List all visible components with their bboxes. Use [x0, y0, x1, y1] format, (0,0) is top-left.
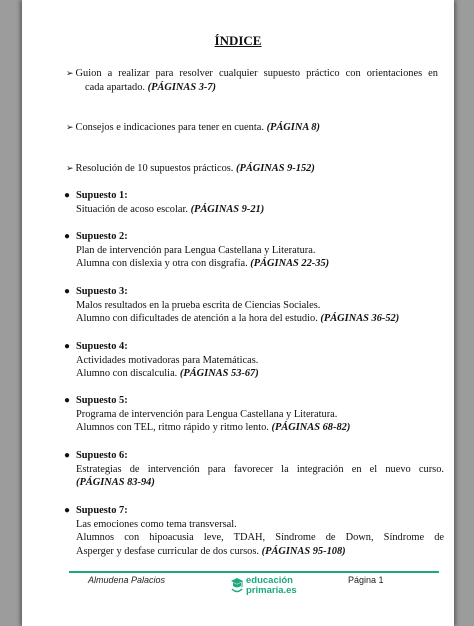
page-number: Página 1 [348, 575, 384, 585]
dot-bullet-icon: ● [64, 395, 71, 406]
index-item-guion [66, 67, 438, 81]
arrow-bullet-icon: ➢ [66, 122, 74, 132]
footer-divider [69, 571, 439, 573]
index-item-consejos [66, 121, 438, 135]
document-page [22, 0, 454, 626]
index-item-text-cont: cada apartado. [85, 82, 145, 93]
page-reference: (PÁGINAS 83-94) [76, 477, 155, 488]
arrow-bullet-icon: ➢ [66, 163, 74, 173]
educacion-primaria-logo [230, 574, 300, 598]
supuesto-line: Alumno con dificultades de atención a la hora del estudio. [76, 313, 318, 324]
page-reference: (PÁGINAS 9-21) [190, 203, 265, 215]
supuesto-line: Alumno con discalculia. [76, 368, 178, 379]
index-item-guion-cont [66, 81, 438, 95]
page-reference: (PÁGINAS 3-7) [147, 82, 217, 93]
supuesto-line: Situación de acoso escolar. [76, 203, 188, 215]
supuesto-1 [64, 189, 444, 216]
page-reference: (PÁGINAS 53-67) [179, 368, 259, 379]
supuesto-line: Alumna con dislexia y otra con disgrafía. [76, 258, 248, 269]
supuesto-heading: Supuesto 5: [76, 395, 128, 406]
page-reference: (PÁGINAS 9-152) [236, 163, 315, 174]
supuesto-line: Alumnos con TEL, ritmo rápido y ritmo lento. [76, 422, 269, 433]
supuesto-line: Programa de intervención para Lengua Castellana y Literatura. [76, 408, 338, 420]
supuesto-4 [64, 340, 444, 381]
arrow-bullet-icon: ➢ [66, 68, 74, 78]
supuesto-heading: Supuesto 6: [76, 450, 128, 461]
supuesto-3 [64, 285, 444, 326]
index-item-resolucion [66, 162, 438, 176]
supuesto-heading: Supuesto 1: [76, 190, 128, 201]
dot-bullet-icon: ● [64, 341, 71, 352]
supuesto-line: Las emociones como tema transversal. [76, 518, 237, 530]
supuesto-line: Malos resultados en la prueba escrita de Ciencias Sociales. [76, 299, 321, 311]
supuesto-2 [64, 230, 444, 271]
supuesto-heading: Supuesto 2: [76, 231, 128, 242]
supuesto-6 [64, 449, 444, 490]
supuesto-heading: Supuesto 4: [76, 341, 128, 352]
supuesto-line: Asperger y desfase curricular de dos cursos. [76, 545, 260, 557]
index-item-text: Consejos e indicaciones para tener en cuenta. [75, 122, 264, 133]
page-title: ÍNDICE [214, 33, 262, 48]
logo-text-top: educación [246, 575, 293, 586]
page-reference: (PÁGINA 8) [266, 122, 320, 133]
dot-bullet-icon: ● [64, 505, 71, 516]
supuesto-heading: Supuesto 7: [76, 505, 128, 516]
dot-bullet-icon: ● [64, 190, 71, 201]
supuesto-line: Estrategias de intervención para favorecer la integración en el nuevo curso. [76, 463, 444, 475]
logo-text-bottom: primaria.es [246, 585, 297, 596]
supuesto-line: Plan de intervención para Lengua Castellana y Literatura. [76, 244, 316, 256]
page-reference: (PÁGINAS 68-82) [271, 422, 351, 433]
supuesto-7 [64, 504, 444, 558]
page-reference: (PÁGINAS 22-35) [250, 258, 330, 269]
supuesto-5 [64, 394, 444, 435]
index-item-text: Guion a realizar para resolver cualquier supuesto práctico con orientaciones en [75, 68, 438, 79]
footer-author: Almudena Palacios [88, 575, 166, 585]
index-item-text: Resolución de 10 supuestos prácticos. [75, 163, 234, 174]
dot-bullet-icon: ● [64, 450, 71, 461]
dot-bullet-icon: ● [64, 286, 71, 297]
supuesto-line: Actividades motivadoras para Matemáticas. [76, 354, 259, 366]
supuesto-heading: Supuesto 3: [76, 286, 128, 297]
dot-bullet-icon: ● [64, 231, 71, 242]
supuesto-line: Alumnos con hipoacusia leve, TDAH, Síndrome de Down, Síndrome de [76, 532, 444, 543]
page-reference: (PÁGINAS 36-52) [320, 313, 400, 324]
page-reference: (PÁGINAS 95-108) [261, 545, 346, 557]
mortarboard-icon [230, 576, 244, 596]
